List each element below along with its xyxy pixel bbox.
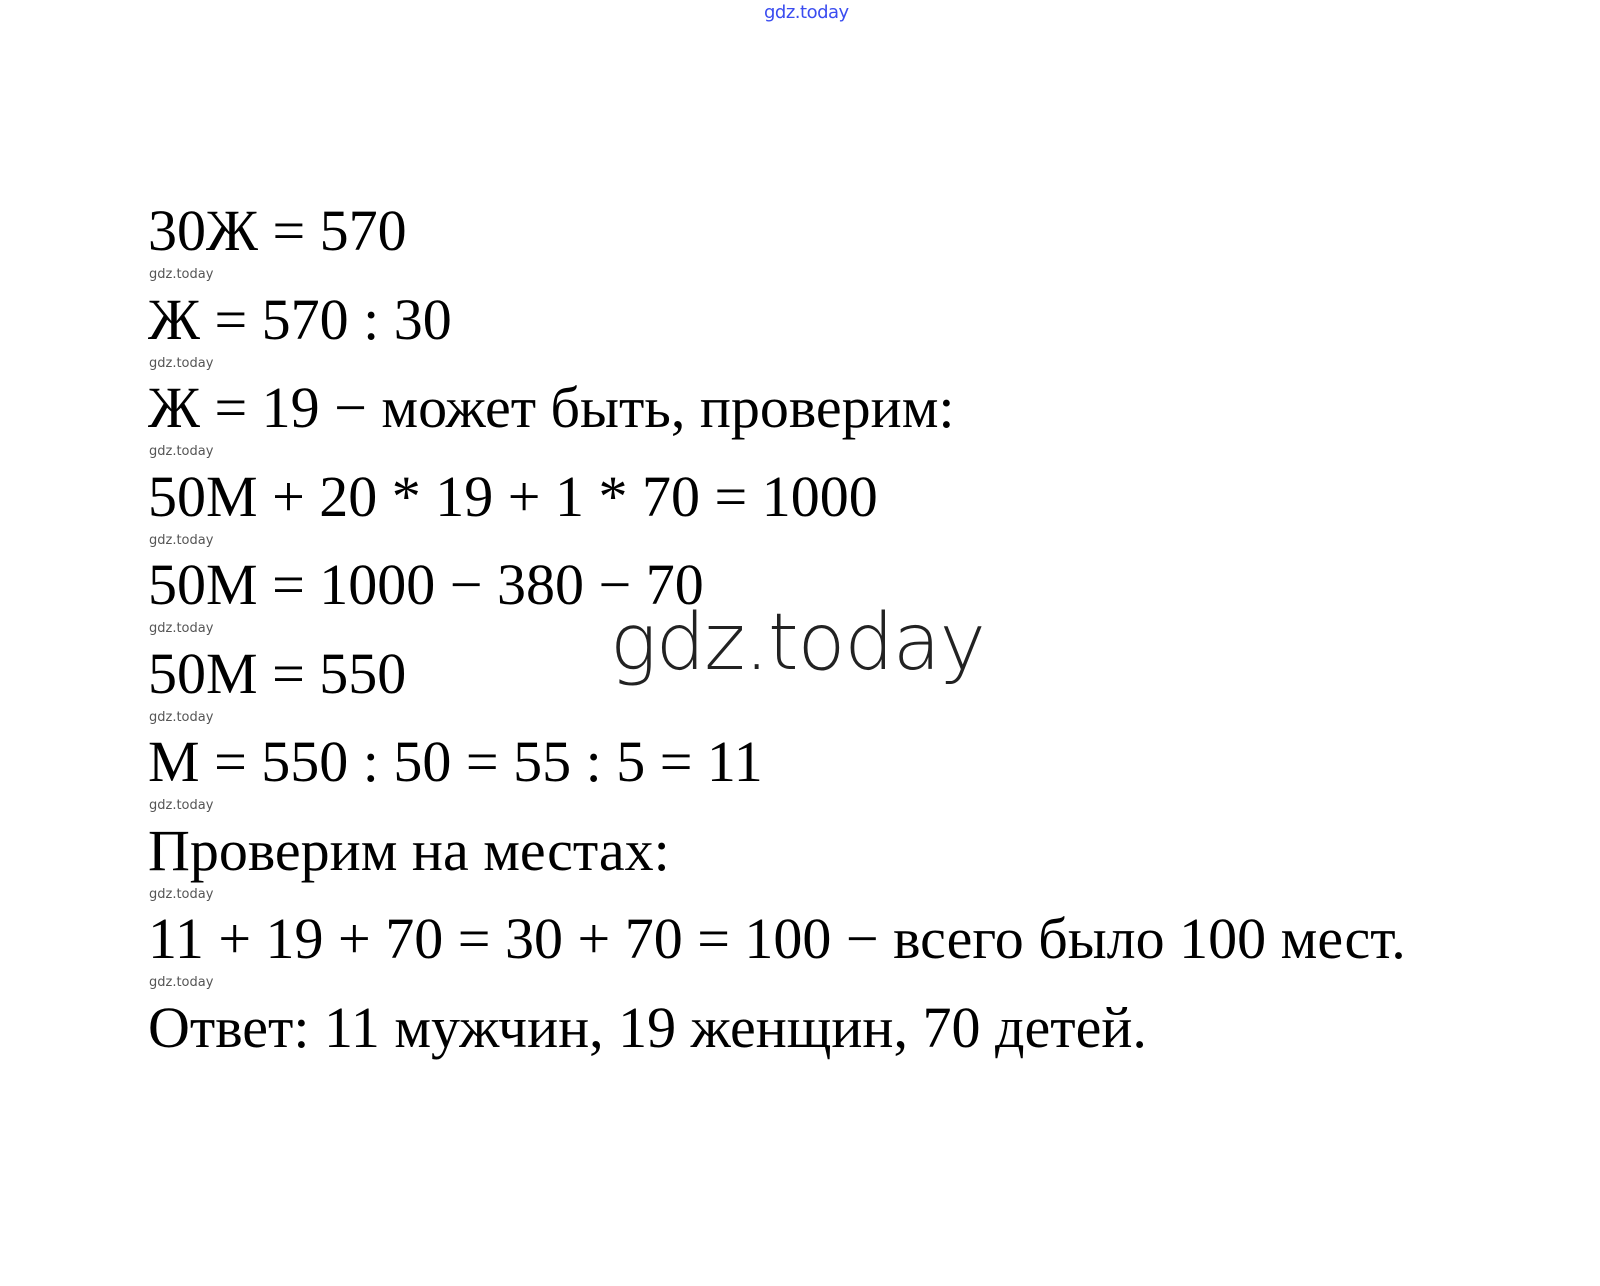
small-watermark: gdz.today <box>149 532 214 548</box>
equation-line-1 <box>148 196 1568 285</box>
small-watermark: gdz.today <box>149 355 214 371</box>
equation-line-2 <box>148 285 1568 374</box>
check-sum-line <box>148 904 1568 993</box>
line-text: Ж = 570 : 30 <box>148 286 452 352</box>
center-watermark: gdz.today <box>610 598 985 688</box>
equation-line-3 <box>148 373 1568 462</box>
answer-line <box>148 993 1568 1082</box>
check-heading-line <box>148 816 1568 905</box>
small-watermark: gdz.today <box>149 975 214 990</box>
small-watermark: gdz.today <box>149 886 214 902</box>
small-watermark: gdz.today <box>149 621 214 636</box>
small-watermark: gdz.today <box>149 444 214 459</box>
small-watermark: gdz.today <box>149 709 214 725</box>
line-text: 50М + 20 * 19 + 1 * 70 = 1000 <box>148 463 878 529</box>
equation-line-7 <box>148 727 1568 816</box>
line-text: Ответ: 11 мужчин, 19 женщин, 70 детей. <box>148 994 1147 1060</box>
line-text: Ж = 19 − может быть, проверим: <box>148 375 955 440</box>
top-watermark: gdz.today <box>764 2 849 23</box>
line-text: 50М = 1000 − 380 − 70 <box>148 552 704 617</box>
line-text: Проверим на местах: <box>148 817 670 883</box>
small-watermark: gdz.today <box>149 798 214 813</box>
small-watermark: gdz.today <box>149 267 214 282</box>
line-text: 50М = 550 <box>148 640 407 706</box>
line-text: 30Ж = 570 <box>148 198 407 263</box>
line-text: М = 550 : 50 = 55 : 5 = 11 <box>148 729 763 794</box>
line-text: 11 + 19 + 70 = 30 + 70 = 100 − всего было 100 мест. <box>148 906 1406 971</box>
equation-line-4 <box>148 462 1568 551</box>
